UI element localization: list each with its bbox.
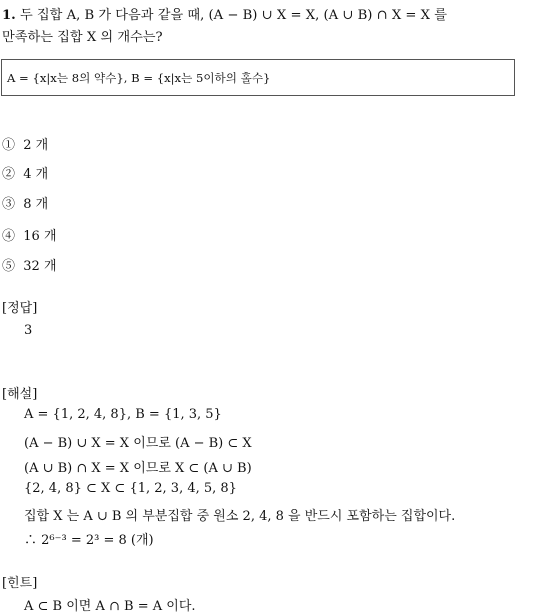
option-1-marker: ① (2, 138, 16, 153)
given-sets-box (1, 59, 515, 96)
option-2-text: 4 개 (23, 167, 49, 182)
solution-line-3: (A ∪ B) ∩ X = X 이므로 X ⊂ (A ∪ B) (24, 461, 252, 476)
solution-line-2: (A − B) ∪ X = X 이므로 (A − B) ⊂ X (24, 436, 252, 451)
question-line-2: 만족하는 집합 X 의 개수는? (2, 30, 163, 45)
hint-line: A ⊂ B 이면 A ∩ B = A 이다. (24, 599, 196, 614)
option-4[interactable] (2, 225, 57, 244)
option-3[interactable] (2, 193, 48, 212)
option-4-marker: ④ (2, 229, 16, 244)
solution-line-5: 집합 X 는 A ∪ B 의 부분집합 중 원소 2, 4, 8 을 반드시 포함하는 집합이다. (24, 509, 456, 524)
hint-heading: [힌트] (2, 576, 38, 591)
answer-value: 3 (24, 323, 33, 338)
option-3-text: 8 개 (23, 197, 49, 212)
solution-heading: [해설] (2, 387, 38, 402)
option-2[interactable] (2, 163, 48, 182)
solution-line-6: ∴ 2⁶⁻³ = 2³ = 8 (개) (24, 533, 154, 548)
option-2-marker: ② (2, 167, 16, 182)
option-5-marker: ⑤ (2, 259, 16, 274)
given-sets-text: A = {x|x는 8의 약수}, B = {x|x는 5이하의 홀수} (7, 71, 271, 85)
option-1[interactable] (2, 134, 48, 153)
question-line-1 (2, 4, 447, 23)
answer-heading: [정답] (2, 301, 38, 316)
option-1-text: 2 개 (23, 138, 49, 153)
solution-line-1: A = {1, 2, 4, 8}, B = {1, 3, 5} (24, 407, 222, 422)
option-5-text: 32 개 (23, 259, 57, 274)
option-4-text: 16 개 (23, 229, 57, 244)
solution-line-4: {2, 4, 8} ⊂ X ⊂ {1, 2, 3, 4, 5, 8} (24, 481, 237, 496)
question-text-1: 두 집합 A, B 가 다음과 같을 때, (A − B) ∪ X = X, (A ∪ B) ∩ X = X 를 (15, 8, 447, 23)
option-5[interactable] (2, 255, 57, 274)
question-number: 1. (2, 8, 16, 23)
option-3-marker: ③ (2, 197, 16, 212)
